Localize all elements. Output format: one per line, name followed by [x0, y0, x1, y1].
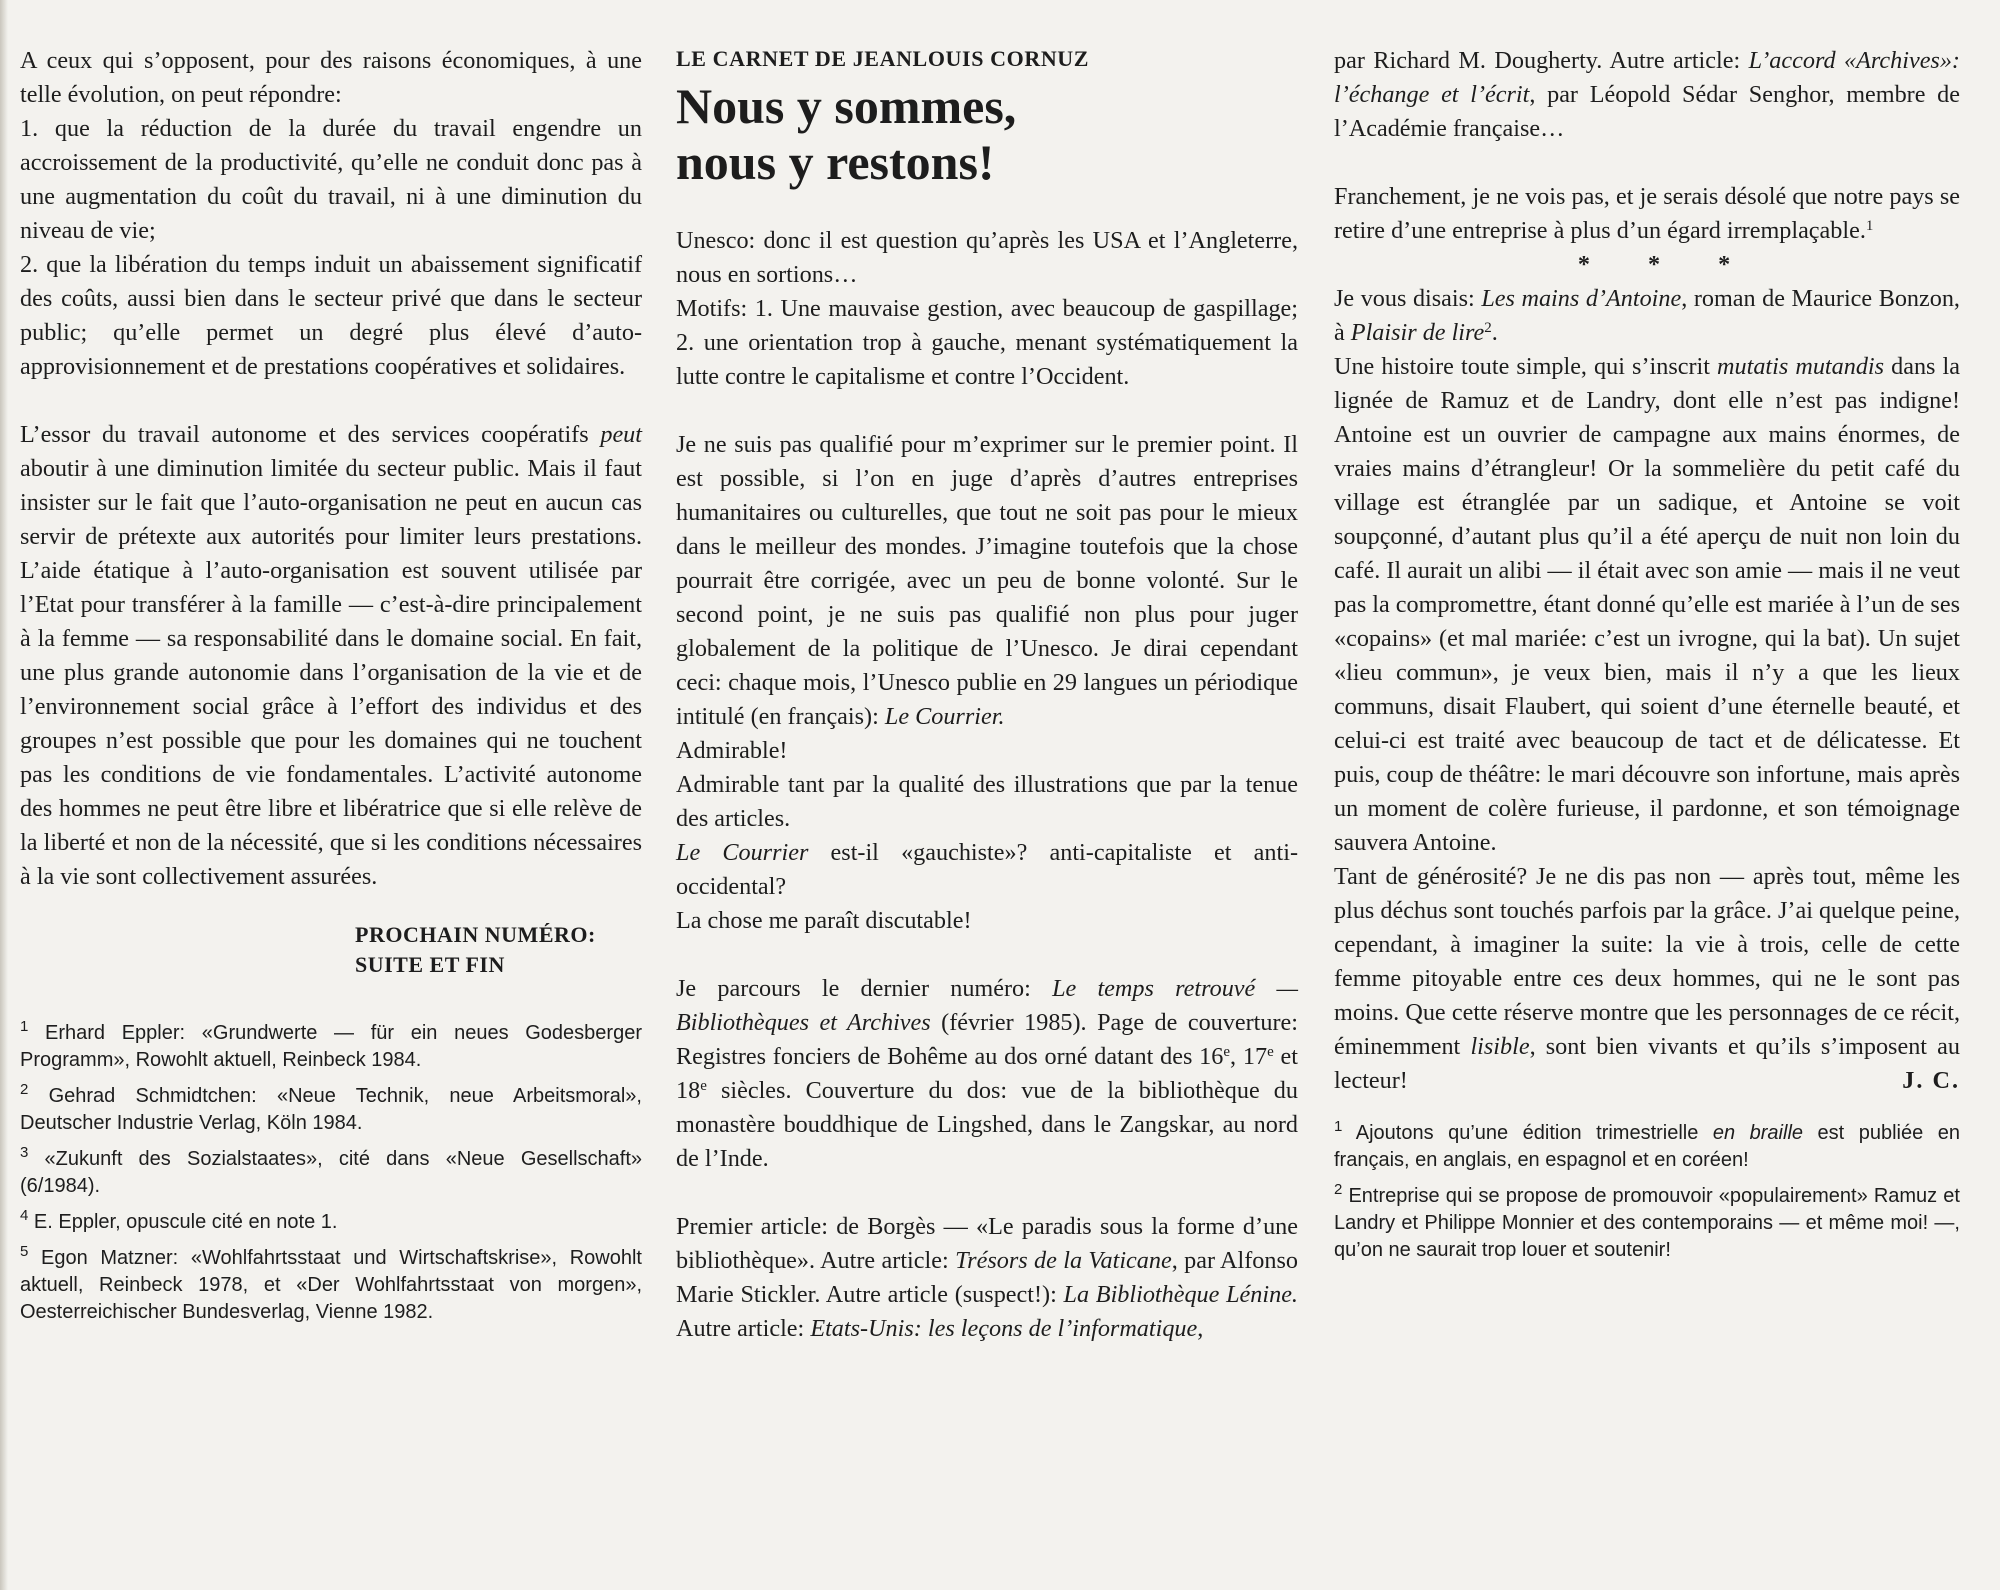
intro-paragraph: A ceux qui s’opposent, pour des raisons économiques, à une telle évolution, on peut répondre:: [20, 47, 642, 108]
paragraph: Franchement, je ne vois pas, et je serais désolé que notre pays se retire d’une entreprise à plus d’un égard irremplaçable.$^1$: [1334, 183, 1960, 244]
article-headline: Nous y sommes, nous y restons!: [676, 78, 1017, 190]
footnote: $^5$ Egon Matzner: «Wohlfahrtsstaat und Wirtschaftskrise», Rowohlt aktuell, Reinbeck 1978, et «Der Wohlfahrtsstaat von morgen», Oesterreichischer Bundesverlag, Vienne 1982.: [20, 1243, 642, 1323]
paragraph: Je parcours le dernier numéro: Le temps retrouvé — Bibliothèques et Archives (février 1985). Page de couverture: Registres fonciers de Bohême au dos orné datant des 16e, 17e et 18e siècles. Couverture du dos: vue de la bibliothèque du monastère bouddhique de Lingshed, dans le Zangskar, au nord de l’Inde.: [676, 975, 1298, 1172]
footnote: $^2$ Gehrad Schmidtchen: «Neue Technik, neue Arbeitsmoral», Deutscher Industrie Verlag, Köln 1984.: [20, 1081, 642, 1134]
page-binding-shadow: [0, 0, 8, 1590]
paragraph: par Richard M. Dougherty. Autre article: L’accord «Archives»: l’échange et l’écrit, par Léopold Sédar Senghor, membre de l’Académie française…: [1334, 47, 1960, 142]
author-signature: J. C.: [1902, 1067, 1960, 1094]
autonomy-paragraph: L’essor du travail autonome et des services coopératifs peut aboutir à une diminution limitée du secteur public. Mais il faut insister sur le fait que l’auto-organisation ne peut en aucun cas servir de prétexte aux autorités pour limiter leurs prestations. L’aide étatique à l’auto-organisation est souvent utilisée par l’Etat pour transférer à la famille — c’est-à-dire principalement à la femme — sa responsabilité dans le domaine social. En fait, une plus grande autonomie dans l’organisation de la vie et de l’environnement social grâce à l’effort des individus et des groupes n’est possible que pour les domaines qui ne touchent pas les conditions de vie fondamentales. L’activité autonome des hommes ne peut être libre et libératrice que si elle relève de la liberté et non de la nécessité, que si les conditions nécessaires à la vie sont collectivement assurées.: [20, 421, 642, 890]
paragraph: Premier article: de Borgès — «Le paradis sous la forme d’une bibliothèque». Autre article: Trésors de la Vaticane, par Alfonso Marie Stickler. Autre article (suspect!): La Bibliothèque Lénine. Autre article: Etats-Unis: les leçons de l’informatique,: [676, 1213, 1298, 1342]
column-middle: [676, 44, 1298, 1346]
paragraph: Je vous disais: Les mains d’Antoine, roman de Maurice Bonzon, à Plaisir de lire$^2$.: [1334, 285, 1960, 346]
footnotes-right: [1334, 1120, 1960, 1264]
paragraph: Je ne suis pas qualifié pour m’exprimer sur le premier point. Il est possible, si l’on en juge d’après d’autres entreprises humanitaires ou culturelles, que tout ne soit pas pour le mieux dans le meilleur des mondes. J’imagine toutefois que la chose pourrait être corrigée, avec un peu de bonne volonté. Sur le second point, je ne suis pas qualifié non plus pour juger globalement de la politique de l’Unesco. Je dirai cependant ceci: chaque mois, l’Unesco publie en 29 langues un périodique intitulé (en français): Le Courrier.: [676, 431, 1298, 730]
paragraph: Tant de générosité? Je ne dis pas non — après tout, même les plus déchus sont touchés parfois par la grâce. J’ai quelque peine, cependant, à imaginer la suite: la vie à trois, celle de cette femme pitoyable entre ces deux hommes, qui ne le sont pas moins. Que cette réserve montre que les personnages de ce récit, éminemment lisible, sont bien vivants et qu’ils s’imposent au lecteur! J. C.: [1334, 860, 1960, 1098]
paragraph: Le Courrier est-il «gauchiste»? anti-capitaliste et anti-occidental?: [676, 839, 1299, 900]
paragraph: Admirable!: [676, 737, 788, 764]
footnote: $^2$ Entreprise qui se propose de promouvoir «populairement» Ramuz et Landry et Philippe Monnier et des contemporains — et même moi! —, qu’on ne saurait trop louer et soutenir!: [1334, 1181, 1960, 1261]
list-item-2: 2. que la libération du temps induit un abaissement significatif des coûts, aussi bien dans le secteur privé que dans le secteur public; qu’elle permet un degré plus élevé d’auto-approvisionnement et de prestations coopératives et solidaires.: [20, 251, 642, 380]
section-separator: * * *: [1577, 251, 1757, 278]
column-left: [20, 44, 642, 1335]
footnote: $^3$ «Zukunft des Sozialstaates», cité dans «Neue Gesellschaft» (6/1984).: [20, 1144, 642, 1197]
footnote: $^1$ Ajoutons qu’une édition trimestrielle en braille est publiée en français, en anglais, en espagnol et en coréen!: [1334, 1118, 1960, 1171]
paragraph: Admirable tant par la qualité des illustrations que par la tenue des articles.: [676, 771, 1298, 832]
paragraph: Motifs: 1. Une mauvaise gestion, avec beaucoup de gaspillage; 2. une orientation trop à gauche, menant systématiquement la lutte contre le capitalisme et contre l’Occident.: [676, 295, 1298, 390]
list-item-1: 1. que la réduction de la durée du travail engendre un accroissement de la productivité, qu’elle ne conduit donc pas à une augmentation du coût du travail, ni à une diminution du niveau de vie;: [20, 115, 642, 244]
footnote: $^4$ E. Eppler, opuscule cité en note 1.: [20, 1207, 338, 1233]
footnote: $^1$ Erhard Eppler: «Grundwerte — für ein neues Godesberger Programm», Rowohlt aktuell, Reinbeck 1984.: [20, 1018, 642, 1071]
column-right: [1334, 44, 1960, 1273]
next-issue-notice: PROCHAIN NUMÉRO: SUITE ET FIN: [355, 922, 596, 977]
footnotes-left: [20, 1020, 642, 1326]
paragraph: La chose me paraît discutable!: [676, 907, 972, 934]
paragraph: Une histoire toute simple, qui s’inscrit mutatis mutandis dans la lignée de Ramuz et de Landry, dont elle n’est pas indigne! Antoine est un ouvrier de campagne aux mains énormes, de vraies mains d’étrangleur! Or la sommelière du petit café du village est étranglée par un sadique, et Antoine se voit soupçonné, d’autant plus qu’il a été aperçu de nuit non loin du café. Il aurait un alibi — il était avec son amie — mais il ne veut pas la compromettre, étant donné qu’elle est mariée à l’un de ses «copains» (et mal mariée: c’est un ivrogne, qui la bat). Un sujet «lieu commun», je veux bien, mais il n’y a que les lieux communs, disait Flaubert, qui soient d’une éternelle beauté, et celui-ci est traité avec beaucoup de tact et de délicatesse. Et puis, coup de théâtre: le mari découvre son infortune, mais après un moment de colère furieuse, il pardonne, et son témoignage sauvera Antoine.: [1334, 353, 1960, 856]
column-kicker: LE CARNET DE JEANLOUIS CORNUZ: [676, 46, 1090, 71]
paragraph: Unesco: donc il est question qu’après les USA et l’Angleterre, nous en sortions…: [676, 227, 1298, 288]
